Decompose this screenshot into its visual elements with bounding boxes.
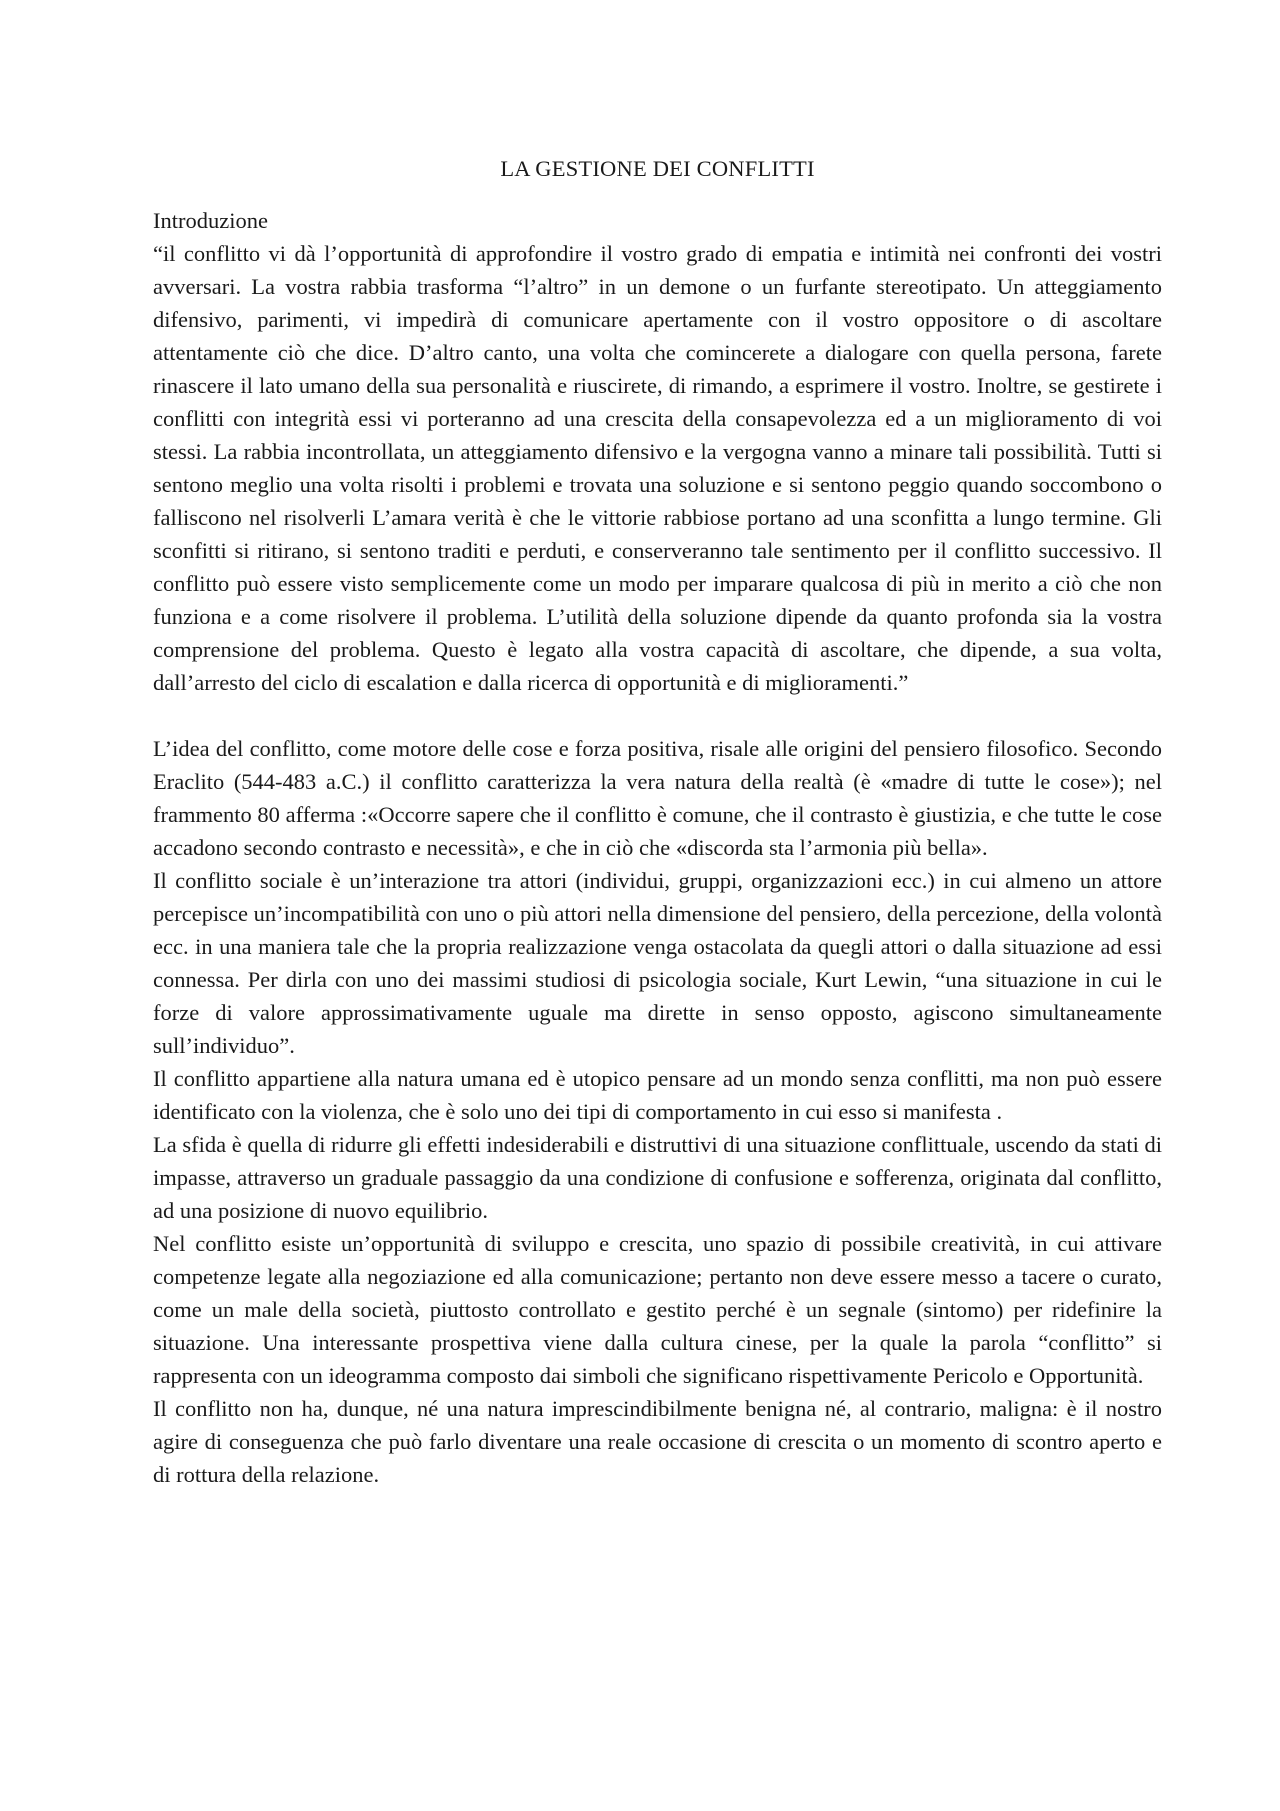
paragraph-conclusione: Il conflitto non ha, dunque, né una natura imprescindibilmente benigna né, al contrario, maligna: è il nostro agire di conseguenza che può farlo diventare una reale occasione di crescita o un momento di scontro aperto e di rottura della relazione. — [153, 1396, 1162, 1487]
paragraph-natura-umana: Il conflitto appartiene alla natura umana ed è utopico pensare ad un mondo senza conflitti, ma non può essere identificato con la violenza, che è solo uno dei tipi di comportamento in cui esso si manifesta . — [153, 1066, 1162, 1124]
document-body — [153, 152, 1162, 1491]
document-title: LA GESTIONE DEI CONFLITTI — [500, 156, 815, 181]
paragraph-sfida: La sfida è quella di ridurre gli effetti indesiderabili e distruttivi di una situazione conflittuale, uscendo da stati di impasse, attraverso un graduale passaggio da una condizione di confusione e sofferenza, originata dal conflitto, ad una posizione di nuovo equilibrio. — [153, 1132, 1162, 1223]
paragraph-conflitto-sociale: Il conflitto sociale è un’interazione tra attori (individui, gruppi, organizzazioni ecc.) in cui almeno un attore percepisce un’incompatibilità con uno o più attori nella dimensione del pensiero, della percezione, della volontà ecc. in una maniera tale che la propria realizzazione venga ostacolata da quegli attori o dalla situazione ad essi connessa. Per dirla con uno dei massimi studiosi di psicologia sociale, Kurt Lewin, “una situazione in cui le forze di valore approssimativamente uguale ma dirette in senso opposto, agiscono simultaneamente sull’individuo”. — [153, 868, 1162, 1058]
paragraph-spacer — [153, 699, 1162, 732]
paragraph-eraclito: L’idea del conflitto, come motore delle cose e forza positiva, risale alle origini del pensiero filosofico. Secondo Eraclito (544-483 a.C.) il conflitto caratterizza la vera natura della realtà (è «madre di tutte le cose»); nel frammento 80 afferma :«Occorre sapere che il conflitto è comune, che il contrasto è giustizia, e che tutte le cose accadono secondo contrasto e necessità», e che in ciò che «discorda sta l’armonia più bella». — [153, 736, 1162, 860]
intro-quote: “il conflitto vi dà l’opportunità di approfondire il vostro grado di empatia e intimità nei confronti dei vostri avversari. La vostra rabbia trasforma “l’altro” in un demone o un furfante stereotipato. Un atteggiamento difensivo, parimenti, vi impedirà di comunicare apertamente con il vostro oppositore o di ascoltare attentamente ciò che dice. D’altro canto, una volta che comincerete a dialogare con quella persona, farete rinascere il lato umano della sua personalità e riuscirete, di rimando, a esprimere il vostro. Inoltre, se gestirete i conflitti con integrità essi vi porteranno ad una crescita della consapevolezza ed a un miglioramento di voi stessi. La rabbia incontrollata, un atteggiamento difensivo e la vergogna vanno a minare tali possibilità. Tutti si sentono meglio una volta risolti i problemi e trovata una soluzione e si sentono peggio quando soccombono o falliscono nel risolverli L’amara verità è che le vittorie rabbiose portano ad una sconfitta a lungo termine. Gli sconfitti si ritirano, si sentono traditi e perduti, e conserveranno tale sentimento per il conflitto successivo. Il conflitto può essere visto semplicemente come un modo per imparare qualcosa di più in merito a ciò che non funziona e a come risolvere il problema. L’utilità della soluzione dipende da quanto profonda sia la vostra comprensione del problema. Questo è legato alla vostra capacità di ascoltare, che dipende, a sua volta, dall’arresto del ciclo di escalation e dalla ricerca di opportunità e di miglioramenti.” — [153, 241, 1162, 695]
section-heading: Introduzione — [153, 208, 268, 233]
paragraph-opportunita: Nel conflitto esiste un’opportunità di sviluppo e crescita, uno spazio di possibile creatività, in cui attivare competenze legate alla negoziazione ed alla comunicazione; pertanto non deve essere messo a tacere o curato, come un male della società, piuttosto controllato e gestito perché è un segnale (sintomo) per ridefinire la situazione. Una interessante prospettiva viene dalla cultura cinese, per la quale la parola “conflitto” si rappresenta con un ideogramma composto dai simboli che significano rispettivamente Pericolo e Opportunità. — [153, 1231, 1162, 1388]
